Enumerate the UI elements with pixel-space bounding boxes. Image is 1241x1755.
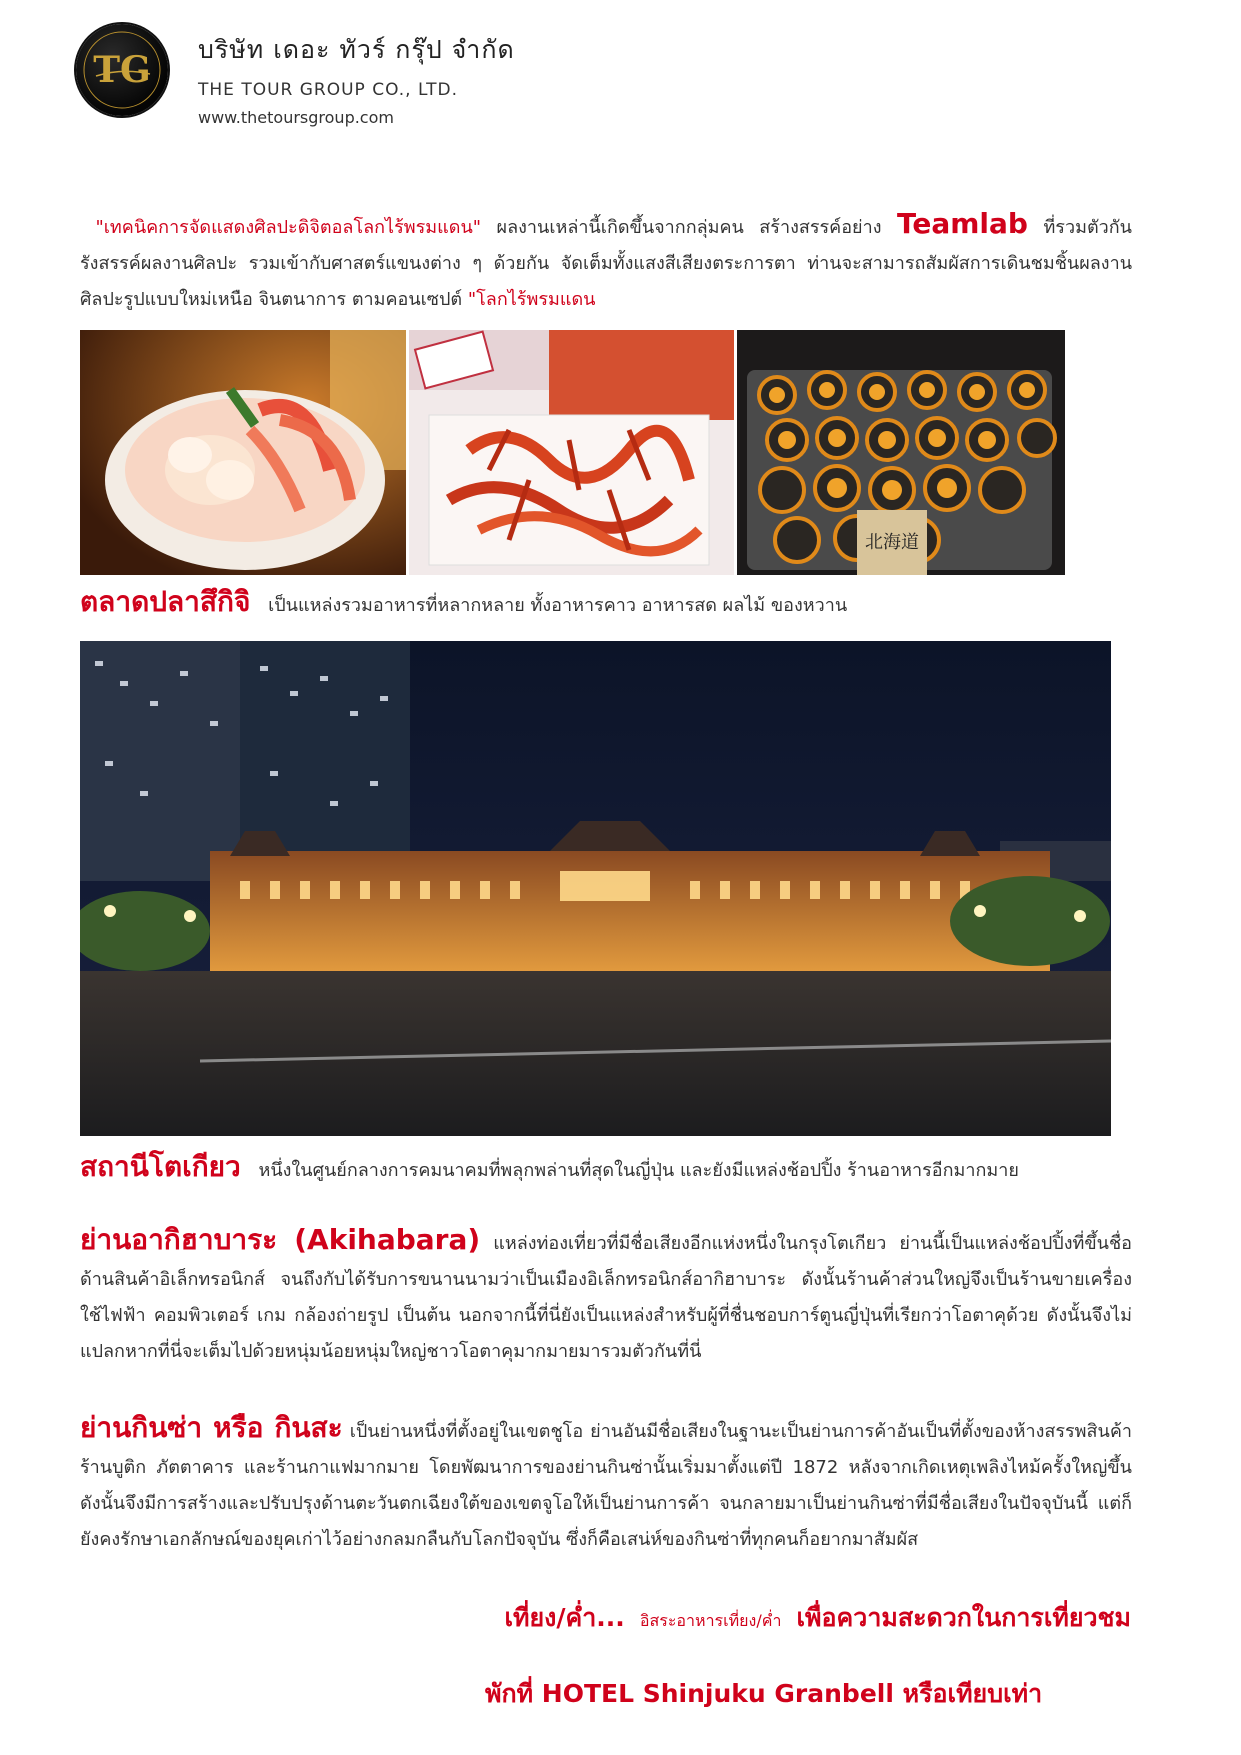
ginza-paragraph (80, 1410, 1132, 1558)
photo-tokyo-station (80, 641, 1111, 1136)
hotel-line: พักที่ HOTEL Shinjuku Granbell หรือเทียบเท่า (485, 1679, 1043, 1708)
market-caption (80, 580, 847, 624)
photo-seafood-bowl (80, 330, 406, 575)
company-name-th: บริษัท เดอะ ทัวร์ กรุ๊ป จำกัด (198, 35, 515, 64)
ginza-text: เป็นย่านหนึ่งที่ตั้งอยู่ในเขตชูโอ ย่านอันมีชื่อเสียงในฐานะเป็นย่านการค้าอันเป็นที่ตั้งของห้างสรรพสินค้า ร้านบูติก ภัตตาคาร และร้านกาแฟมากมาย โดยพัฒนาการของย่านกินซ่านั้นเริ่มมาตั้งแต่ปี 1872 หลังจากเกิดเหตุเพลิงไหม้ครั้งใหญ่ขึ้น ดังนั้นจึงมีการสร้างและปรับปรุงด้านตะวันตกเฉียงใต้ของเขตจูโอให้เป็นย่านการค้า จนกลายมาเป็นย่านกินซ่าที่มีชื่อเสียงในปัจจุบันนี้ แต่ก็ยังคงรักษาเอกลักษณ์ของยุคเก่าไว้อย่างกลมกลืนกับโลกปัจจุบัน ซึ่งก็คือเสน่ห์ของกินซ่าที่ทุกคนก็อยากมาสัมผัส (80, 1421, 1132, 1550)
sign-text: 北海道 (865, 532, 919, 553)
akihabara-text: แหล่งท่องเที่ยวที่มีชื่อเสียงอีกแห่งหนึ่งในกรุงโตเกียว ย่านนี้เป็นแหล่งช้อปปิ้งที่ขึ้นชื่อด้านสินค้าอิเล็กทรอนิกส์ จนถึงกับได้รับการขนานนามว่าเป็นเมืองอิเล็กทรอนิกส์อากิฮาบาระ ดังนั้นร้านค้าส่วนใหญ่จึงเป็นร้านขายเครื่องใช้ไฟฟ้า คอมพิวเตอร์ เกม กล้องถ่ายรูป เป็นต้น นอกจากนี้ที่นี่ยังเป็นแหล่งสำหรับผู้ที่ชื่นชอบการ์ตูนญี่ปุ่นที่เรียกว่าโอตาคุด้วย ดังนั้นจึงไม่แปลกหากที่นี่จะเต็มไปด้วยหนุ่มน้อยหนุ่มใหญ่ชาวโอตาคุมากมายมารวมตัวกันที่นี่ (80, 1233, 1132, 1362)
meals-note: อิสระอาหารเที่ยง/ค่ำ (639, 1611, 782, 1630)
meals-label: เที่ยง/ค่ำ... (504, 1603, 625, 1632)
logo-letters: TG (93, 49, 151, 91)
photo-crabs (409, 330, 734, 575)
station-title: สถานีโตเกียว (80, 1150, 241, 1183)
market-text: เป็นแหล่งรวมอาหารที่หลากหลาย ทั้งอาหารคาว อาหารสด ผลไม้ ของหวาน (268, 595, 848, 616)
ginza-title: ย่านกินซ่า หรือ กินสะ (80, 1411, 343, 1444)
station-text: หนึ่งในศูนย์กลางการคมนาคมที่พลุกพล่านที่สุดในญี่ปุ่น และยังมีแหล่งช้อปปิ้ง ร้านอาหารอีกมากมาย (258, 1160, 1019, 1181)
akihabara-paragraph (80, 1222, 1132, 1370)
meals-tagline: เพื่อความสะดวกในการเที่ยวชม (796, 1603, 1131, 1632)
intro-text-b: ที่รวมตัวกันรังสรรค์ผลงานศิลปะ รวมเข้ากับศาสตร์แขนงต่าง ๆ ด้วยกัน จัดเต็มทั้งแสงสีเสียงตระการตา ท่านจะสามารถสัมผัสการเดินชมชิ้นผลงานศิลปะรูปแบบใหม่เหนือ จินตนาการ ตามคอนเซปต์ (80, 217, 1132, 310)
akihabara-title: ย่านอากิฮาบาระ (Akihabara) (80, 1223, 481, 1256)
intro-brand: Teamlab (896, 207, 1028, 240)
company-logo (76, 24, 168, 116)
intro-quote: "เทคนิคการจัดแสดงศิลปะดิจิตอลโลกไร้พรมแดน" (95, 217, 482, 238)
meals-line (505, 1598, 1132, 1638)
intro-text-a: ผลงานเหล่านี้เกิดขึ้นจากกลุ่มคน สร้างสรรค์อย่าง (496, 217, 882, 238)
station-caption (80, 1145, 1019, 1189)
company-info (198, 30, 515, 127)
company-name-en: THE TOUR GROUP CO., LTD. (198, 80, 458, 100)
logo-mark-icon (76, 24, 168, 116)
intro-paragraph (80, 206, 1132, 318)
company-website: www.thetoursgroup.com (198, 108, 394, 127)
photo-sea-urchins (737, 330, 1065, 575)
intro-concept: "โลกไร้พรมแดน (467, 289, 596, 310)
market-title: ตลาดปลาสึกิจิ (80, 585, 251, 618)
